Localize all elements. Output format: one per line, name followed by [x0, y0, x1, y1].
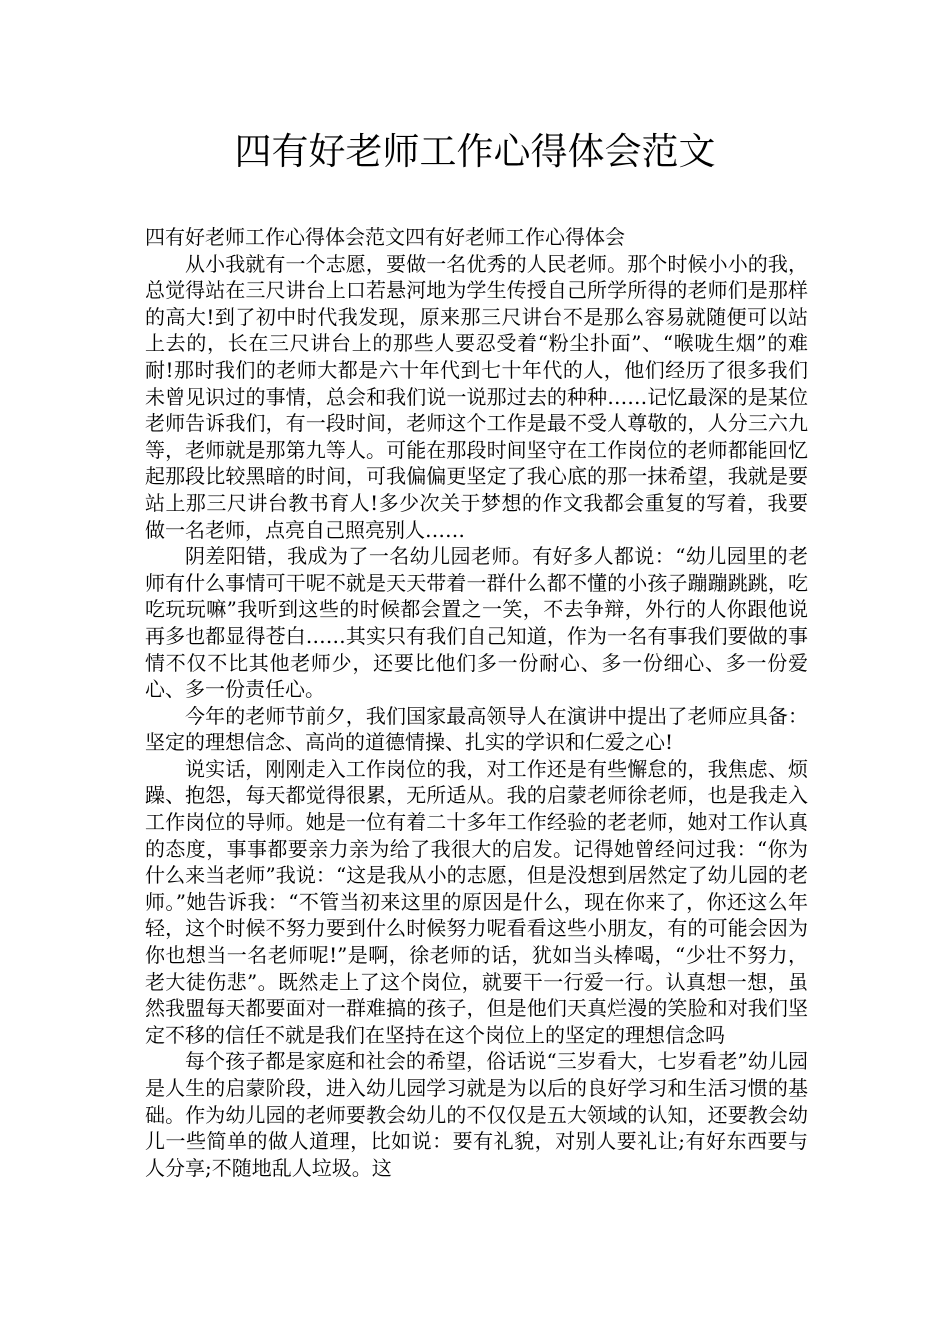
document-body	[145, 224, 808, 1181]
lead-line: 四有好老师工作心得体会范文四有好老师工作心得体会	[145, 225, 625, 249]
paragraph-3: 今年的老师节前夕，我们国家最高领导人在演讲中提出了老师应具备：坚定的理想信念、高尚的道德情操、扎实的学识和仁爱之心!	[145, 703, 808, 755]
document-title: 四有好老师工作心得体会范文	[234, 130, 716, 173]
paragraph-5: 每个孩子都是家庭和社会的希望，俗话说“三岁看大，七岁看老”幼儿园是人生的启蒙阶段，进入幼儿园学习就是为以后的良好学习和生活习惯的基础。作为幼儿园的老师要教会幼儿的不仅仅是五大领域的认知，还要教会幼儿一些简单的做人道理，比如说：要有礼貌，对别人要礼让;有好东西要与人分享;不随地乱人垃圾。这	[145, 1049, 808, 1180]
paragraph-2: 阴差阳错，我成为了一名幼儿园老师。有好多人都说：“幼儿园里的老师有什么事情可干呢不就是天天带着一群什么都不懂的小孩子蹦蹦跳跳，吃吃玩玩嘛”我听到这些的时候都会置之一笑，不去争辩，外行的人你跟他说再多也都显得苍白……其实只有我们自己知道，作为一名有事我们要做的事情不仅不比其他老师少，还要比他们多一份耐心、多一份细心、多一份爱心、多一份责任心。	[145, 544, 808, 702]
paragraph-4: 说实话，刚刚走入工作岗位的我，对工作还是有些懈怠的，我焦虑、烦躁、抱怨，每天都觉得很累，无所适从。我的启蒙老师徐老师，也是我走入工作岗位的导师。她是一位有着二十多年工作经验的老老师，她对工作认真的态度，事事都要亲力亲为给了我很大的启发。记得她曾经问过我：“你为什么来当老师”我说：“这是我从小的志愿，但是没想到居然定了幼儿园的老师。”她告诉我：“不管当初来这里的原因是什么，现在你来了，你还这么年轻，这个时候不努力要到什么时候努力呢看看这些小朋友，有的可能会因为你也想当一名老师呢!”是啊，徐老师的话，犹如当头棒喝，“少壮不努力，老大徒伤悲”。既然走上了这个岗位，就要干一行爱一行。认真想一想，虽然我盟每天都要面对一群难搞的孩子，但是他们天真烂漫的笑脸和对我们坚定不移的信任不就是我们在坚持在这个岗位上的坚定的理想信念吗	[145, 756, 808, 1047]
paragraph-1: 从小我就有一个志愿，要做一名优秀的人民老师。那个时候小小的我，总觉得站在三尺讲台上口若悬河地为学生传授自己所学所得的老师们是那样的高大!到了初中时代我发现，原来那三尺讲台不是那么容易就随便可以站上去的，长在三尺讲台上的那些人要忍受着“粉尘扑面”、“喉咙生烟”的难耐!那时我们的老师大都是六十年代到七十年代的人，他们经历了很多我们未曾见识过的事情，总会和我们说一说那过去的种种……记忆最深的是某位老师告诉我们，有一段时间，老师这个工作是最不受人尊敬的，人分三六九等，老师就是那第九等人。可能在那段时间坚守在工作岗位的老师都能回忆起那段比较黑暗的时间，可我偏偏更坚定了我心底的那一抹希望，我就是要站上那三尺讲台教书育人!多少次关于梦想的作文我都会重复的写着，我要做一名老师，点亮自己照亮别人……	[145, 251, 808, 542]
